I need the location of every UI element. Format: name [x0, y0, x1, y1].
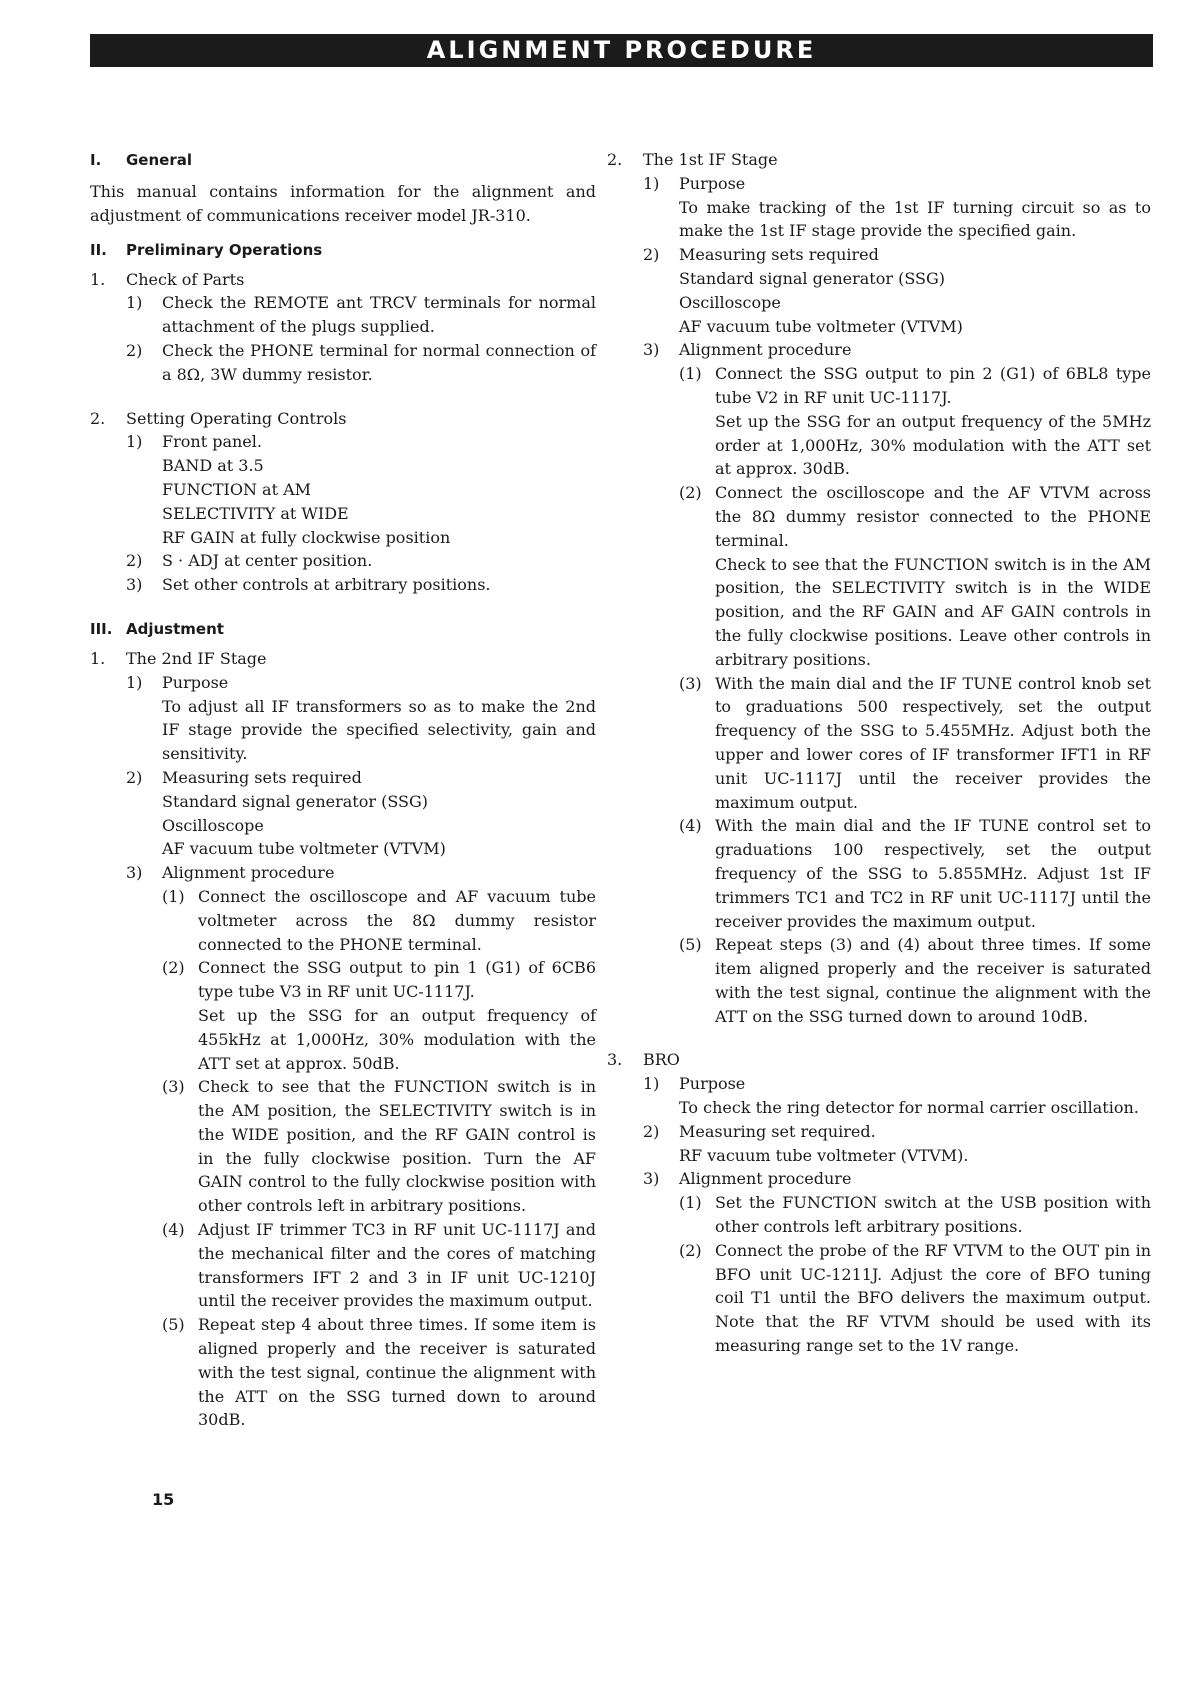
list-item: 1) Purpose — [643, 1074, 746, 1094]
list-item: 1. Check of Parts — [90, 269, 245, 289]
list-item: 3) Alignment procedure — [643, 340, 852, 360]
list-item: 2) Measuring sets required — [126, 767, 362, 787]
procedure-step: (1) Connect the oscilloscope and AF vacuum tube voltmeter across the 8Ω dummy resistor connected to the PHONE terminal. — [162, 886, 596, 954]
procedure-step: (2) Connect the oscilloscope and the AF VTVM across the 8Ω dummy resistor connected to the PHONE terminal. — [679, 483, 1151, 550]
list-item: 1) Purpose — [126, 672, 229, 692]
list-item: 2) Measuring set required. — [643, 1121, 876, 1141]
procedure-step: (2) Connect the SSG output to pin 1 (G1) of 6CB6 type tube V3 in RF unit UC-1117J. — [162, 958, 596, 1002]
procedure-step: (1) Connect the SSG output to pin 2 (G1) of 6BL8 type tube V2 in RF unit UC-1117J. — [679, 364, 1151, 407]
procedure-step: (2) Connect the probe of the RF VTVM to the OUT pin in BFO unit UC-1211J. Adjust the core of BFO tuning coil T1 until the BFO delivers the maximum output. Note that the RF VTVM should be used with its measuring range set to the 1V range. — [679, 1240, 1151, 1356]
purpose-text: To make tracking of the 1st IF turning circuit so as to make the 1st IF stage provide the specified gain. — [679, 197, 1151, 241]
procedure-step-text: Set up the SSG for an output frequency of 455kHz at 1,000Hz, 30% modulation with the ATT set at approx. 50dB. — [198, 1005, 596, 1073]
left-column — [90, 148, 596, 1432]
procedure-step: (3) With the main dial and the IF TUNE control knob set to graduations 500 respectively, set the output frequency of the SSG to 5.455MHz. Adjust both the upper and lower cores of IF transformer IFT1 in RF unit UC-1117J until the receiver provides the maximum output. — [679, 673, 1151, 812]
list-item: 2. Setting Operating Controls — [90, 408, 347, 428]
equipment-line: RF vacuum tube voltmeter (VTVM). — [679, 1145, 969, 1165]
purpose-text: To check the ring detector for normal carrier oscillation. — [679, 1098, 1139, 1118]
list-item: 3) Set other controls at arbitrary positions. — [126, 575, 491, 595]
list-item: 3) Alignment procedure — [126, 863, 335, 883]
procedure-step: (1) Set the FUNCTION switch at the USB position with other controls left arbitrary positions. — [679, 1193, 1151, 1237]
section-preliminary-heading: II. Preliminary Operations — [90, 240, 323, 259]
list-item: 2) S · ADJ at center position. — [126, 551, 373, 571]
procedure-step: (5) Repeat step 4 about three times. If some item is aligned properly and the receiver is saturated with the test signal, continue the alignment with the ATT on the SSG turned down to around 30dB. — [162, 1315, 596, 1430]
list-item: 1. The 2nd IF Stage — [90, 648, 267, 668]
list-item: 1) Purpose — [643, 173, 746, 193]
list-item: 2. The 1st IF Stage — [607, 150, 778, 169]
procedure-step-text: Set up the SSG for an output frequency of the 5MHz order at 1,000Hz, 30% modulation with the ATT set at approx. 30dB. — [715, 411, 1151, 479]
list-item: 3. BRO — [607, 1050, 680, 1070]
procedure-step: (5) Repeat steps (3) and (4) about three times. If some item aligned properly and the receiver is saturated with the test signal, continue the alignment with the ATT on the SSG turned down to around 10dB. — [679, 935, 1151, 1026]
section-adjustment-heading: III. Adjustment — [90, 619, 224, 638]
equipment-line: Oscilloscope — [679, 292, 781, 312]
equipment-line: AF vacuum tube voltmeter (VTVM) — [679, 316, 963, 336]
equipment-line: Standard signal generator (SSG) — [162, 791, 428, 811]
procedure-step: (4) Adjust IF trimmer TC3 in RF unit UC-1117J and the mechanical filter and the cores of matching transformers IFT 2 and 3 in IF unit UC-1210J until the receiver provides the maximum output. — [162, 1220, 596, 1311]
page-number: 15 — [152, 1490, 175, 1509]
setting-line: FUNCTION at AM — [162, 479, 312, 499]
procedure-step: (3) Check to see that the FUNCTION switch is in the AM position, the SELECTIVITY switch is in the WIDE position, and the RF GAIN control is in the fully clockwise position. Turn the AF GAIN control to the fully clockwise position with other controls left in arbitrary positions. — [162, 1077, 596, 1216]
procedure-step-text: Check to see that the FUNCTION switch is in the AM position, the SELECTIVITY switch is in the WIDE position, and the RF GAIN and AF GAIN controls in the fully clockwise positions. Leave other controls in arbitrary positions. — [715, 554, 1151, 669]
equipment-line: AF vacuum tube voltmeter (VTVM) — [162, 839, 446, 859]
list-item: 1) Check the REMOTE ant TRCV terminals for normal attachment of the plugs supplied. — [126, 293, 596, 337]
general-paragraph: This manual contains information for the alignment and adjustment of communications receiver model JR-310. — [90, 182, 596, 225]
purpose-text: To adjust all IF transformers so as to make the 2nd IF stage provide the specified selectivity, gain and sensitivity. — [162, 696, 596, 764]
page-title-banner: ALIGNMENT PROCEDURE — [90, 34, 1153, 67]
list-item: 2) Check the PHONE terminal for normal connection of a 8Ω, 3W dummy resistor. — [126, 340, 596, 384]
right-column — [607, 148, 1151, 1358]
equipment-line: Standard signal generator (SSG) — [679, 268, 945, 288]
list-item: 3) Alignment procedure — [643, 1169, 852, 1189]
setting-line: RF GAIN at fully clockwise position — [162, 527, 451, 547]
section-general-heading: I. General — [90, 151, 192, 169]
equipment-line: Oscilloscope — [162, 815, 264, 835]
list-item: 1) Front panel. — [126, 432, 262, 452]
procedure-step: (4) With the main dial and the IF TUNE control set to graduations 100 respectively, set the output frequency of the SSG to 5.855MHz. Adjust 1st IF trimmers TC1 and TC2 in RF unit UC-1117J until the receiver provides the maximum output. — [679, 816, 1151, 931]
setting-line: SELECTIVITY at WIDE — [162, 503, 349, 523]
list-item: 2) Measuring sets required — [643, 245, 879, 265]
setting-line: BAND at 3.5 — [162, 456, 264, 476]
